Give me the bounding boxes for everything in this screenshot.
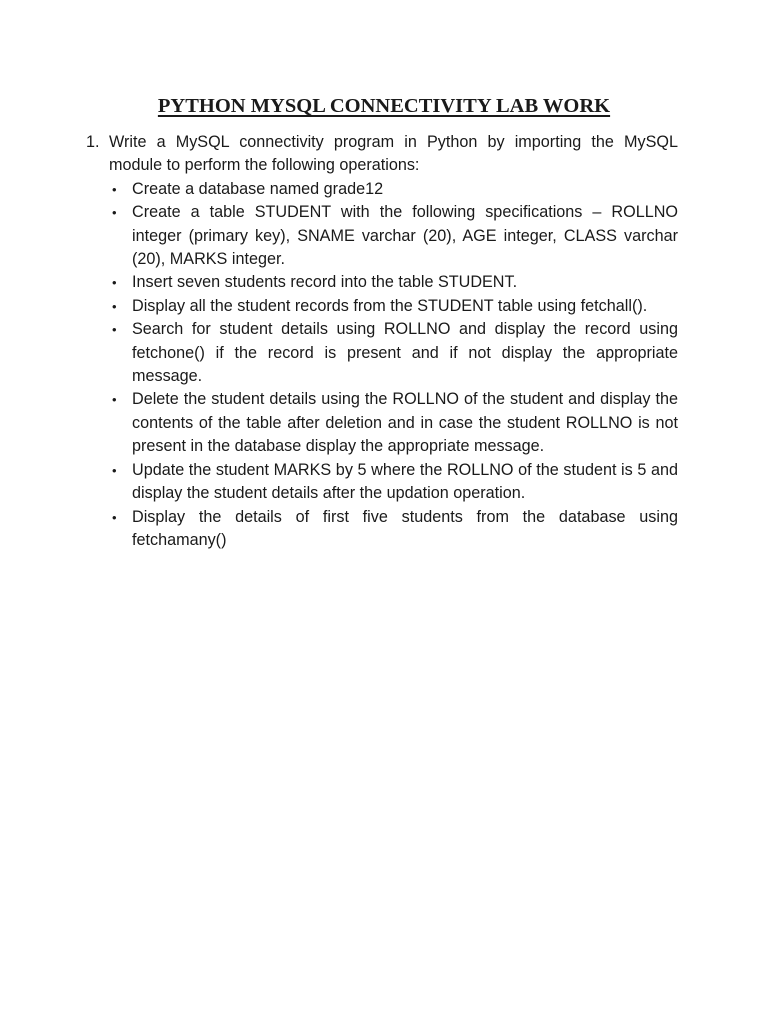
operation-text: Create a database named grade12: [132, 179, 384, 198]
operation-item: [109, 178, 678, 201]
bullet-icon: •: [112, 392, 117, 408]
operation-item: [109, 271, 678, 294]
operation-text: Display all the student records from the STUDENT table using fetchall().: [132, 296, 648, 315]
bullet-icon: •: [112, 298, 117, 314]
operation-item: [109, 201, 678, 271]
bullet-icon: •: [112, 205, 117, 221]
operation-item: [109, 318, 678, 388]
question-item: [86, 131, 678, 552]
operation-text: Create a table STUDENT with the following specifications – ROLLNO integer (primary key), SNAME varchar (20), AGE integer, CLASS varchar (20), MARKS integer.: [132, 203, 678, 269]
operation-text: Search for student details using ROLLNO and display the record using fetchone() if the record is present and if not display the appropriate message.: [132, 320, 678, 386]
operation-text: Delete the student details using the ROLLNO of the student and display the contents of the table after deletion and in case the student ROLLNO is not present in the database display the appropriate message.: [132, 390, 678, 456]
operation-item: [109, 388, 678, 458]
document-title-text: PYTHON MYSQL CONNECTIVITY LAB WORK: [157, 95, 611, 117]
bullet-icon: •: [112, 275, 117, 291]
question-text: Write a MySQL connectivity program in Python by importing the MySQL module to perform the following operations:: [109, 133, 678, 175]
document-body: [86, 131, 678, 552]
operation-item: [109, 506, 678, 553]
operation-item: [109, 459, 678, 506]
operation-item: [109, 295, 678, 318]
operation-text: Insert seven students record into the table STUDENT.: [132, 273, 518, 292]
question-number: 1.: [86, 133, 100, 151]
document-title: [0, 93, 768, 119]
operations-list: [109, 178, 678, 553]
bullet-icon: •: [112, 322, 117, 338]
bullet-icon: •: [112, 509, 117, 525]
bullet-icon: •: [112, 462, 117, 478]
bullet-icon: •: [112, 181, 117, 197]
operation-text: Update the student MARKS by 5 where the ROLLNO of the student is 5 and display the student details after the updation operation.: [132, 460, 678, 503]
operation-text: Display the details of first five students from the database using fetchamany(): [132, 507, 678, 549]
